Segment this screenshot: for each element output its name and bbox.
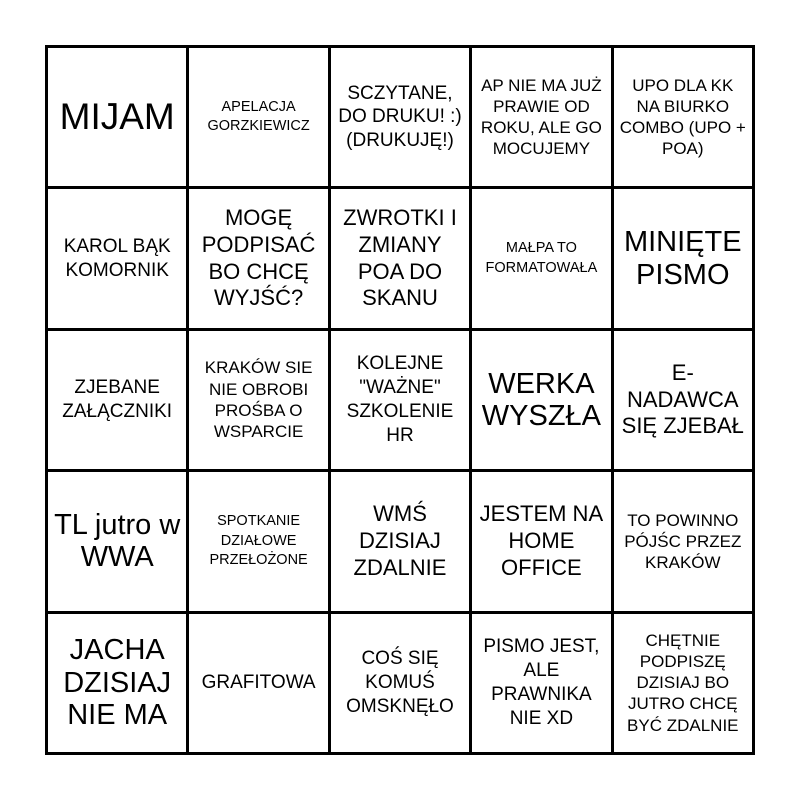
bingo-cell-text: AP NIE MA JUŻ PRAWIE OD ROKU, ALE GO MOCUJEMY <box>480 75 602 159</box>
bingo-cell-text: ZWROTKI I ZMIANY POA DO SKANU <box>343 204 457 311</box>
bingo-cell-text: TL jutro w WWA <box>54 508 181 574</box>
bingo-cell-20[interactable] <box>614 472 752 610</box>
bingo-cell-text: JESTEM NA HOME OFFICE <box>479 501 604 580</box>
bingo-cell-text: KOLEJNE "WAŻNE" SZKOLENIE HR <box>346 353 454 446</box>
bingo-cell-23[interactable] <box>331 614 469 752</box>
bingo-board <box>45 45 755 755</box>
bingo-cell-text: KAROL BĄK KOMORNIK <box>63 235 171 281</box>
bingo-cell-12[interactable] <box>189 331 327 469</box>
bingo-cell-2[interactable] <box>189 48 327 186</box>
bingo-cell-text: MINIĘTE PISMO <box>623 226 742 291</box>
bingo-cell-18[interactable] <box>331 472 469 610</box>
bingo-cell-22[interactable] <box>189 614 327 752</box>
bingo-cell-text: PISMO JEST, ALE PRAWNIKA NIE XD <box>483 636 600 729</box>
bingo-cell-text: SPOTKANIE DZIAŁOWE PRZEŁOŻONE <box>209 513 308 569</box>
bingo-cell-11[interactable] <box>48 331 186 469</box>
bingo-cell-text: TO POWINNO PÓJŚC PRZEZ KRAKÓW <box>624 510 742 573</box>
bingo-cell-16[interactable] <box>48 472 186 610</box>
bingo-cell-text: COŚ SIĘ KOMUŚ OMSKNĘŁO <box>346 648 454 717</box>
bingo-cell-15[interactable] <box>614 331 752 469</box>
bingo-cell-text: E-NADAWCA SIĘ ZJEBAŁ <box>621 359 744 439</box>
bingo-cell-1[interactable] <box>48 48 186 186</box>
bingo-cell-text: MIJAM <box>59 95 175 137</box>
bingo-cell-text: MOGĘ PODPISAĆ BO CHCĘ WYJŚĆ? <box>201 204 316 311</box>
bingo-cell-text: JACHA DZISIAJ NIE MA <box>63 634 172 732</box>
bingo-cell-24[interactable] <box>472 614 610 752</box>
bingo-cell-14[interactable] <box>472 331 610 469</box>
bingo-cell-text: GRAFITOWA <box>201 671 316 693</box>
bingo-cell-text: WMŚ DZISIAJ ZDALNIE <box>353 501 447 580</box>
bingo-cell-19[interactable] <box>472 472 610 610</box>
bingo-cell-10[interactable] <box>614 189 752 327</box>
bingo-cell-8[interactable] <box>331 189 469 327</box>
bingo-cell-21[interactable] <box>48 614 186 752</box>
bingo-cell-13[interactable] <box>331 331 469 469</box>
bingo-cell-25[interactable] <box>614 614 752 752</box>
bingo-cell-text: APELACJA GORZKIEWICZ <box>207 98 310 135</box>
bingo-cell-9[interactable] <box>472 189 610 327</box>
bingo-cell-text: WERKA WYSZŁA <box>481 367 602 432</box>
bingo-cell-3[interactable] <box>331 48 469 186</box>
bingo-cell-4[interactable] <box>472 48 610 186</box>
bingo-cell-text: SCZYTANE, DO DRUKU! :) (DRUKUJĘ!) <box>338 82 462 152</box>
bingo-cell-5[interactable] <box>614 48 752 186</box>
bingo-cell-6[interactable] <box>48 189 186 327</box>
bingo-cell-text: MAŁPA TO FORMATOWAŁA <box>485 240 598 276</box>
bingo-cell-text: CHĘTNIE PODPISZĘ DZISIAJ BO JUTRO CHCĘ BYĆ ZDALNIE <box>627 630 739 735</box>
bingo-cell-17[interactable] <box>189 472 327 610</box>
bingo-cell-text: UPO DLA KK NA BIURKO COMBO (UPO + POA) <box>619 75 746 159</box>
bingo-cell-text: KRAKÓW SIE NIE OBROBI PROŚBA O WSPARCIE <box>204 358 313 442</box>
bingo-cell-7[interactable] <box>189 189 327 327</box>
bingo-cell-text: ZJEBANE ZAŁĄCZNIKI <box>62 377 173 422</box>
